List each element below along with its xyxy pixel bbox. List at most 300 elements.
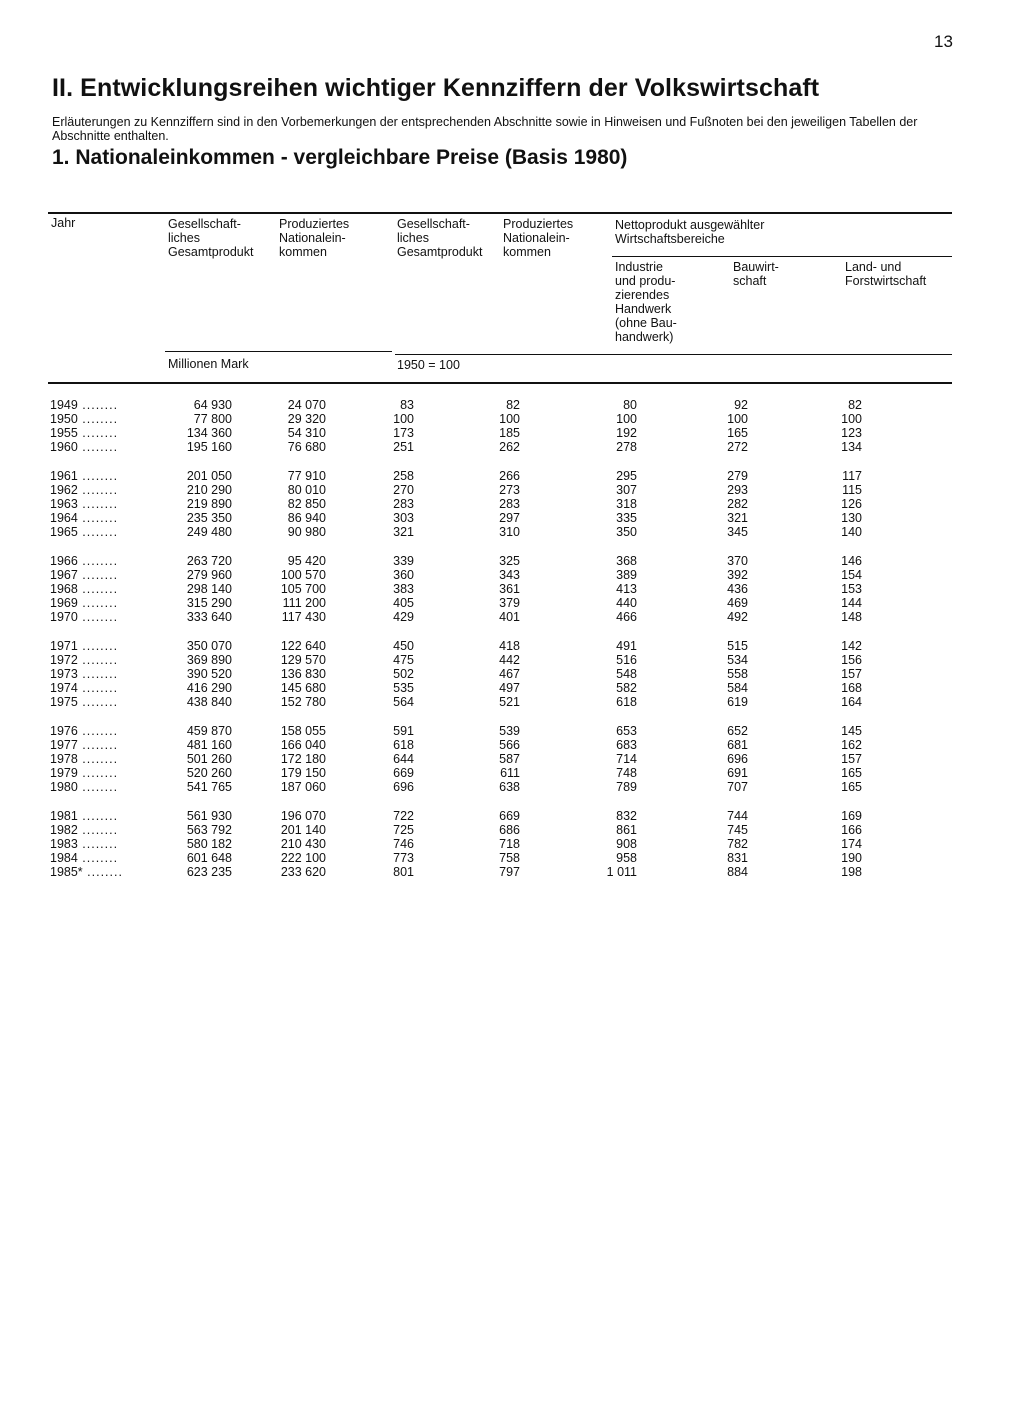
- cell-bauwirtschaft: 92: [734, 398, 748, 412]
- cell-nationaleinkommen-index: 797: [499, 865, 520, 879]
- year-value: 1971: [50, 639, 78, 653]
- cell-bauwirtschaft: 392: [727, 568, 748, 582]
- cell-nationaleinkommen-mark: 196 070: [280, 809, 326, 823]
- cell-bauwirtschaft: 492: [727, 610, 748, 624]
- leader-dots: ........: [77, 823, 119, 837]
- cell-landwirtschaft: 168: [841, 681, 862, 695]
- leader-dots: ........: [77, 469, 119, 483]
- cell-landwirtschaft: 117: [842, 469, 862, 483]
- cell-gesamtprodukt-mark: 369 890: [186, 653, 232, 667]
- cell-landwirtschaft: 142: [841, 639, 862, 653]
- cell-industrie: 440: [616, 596, 637, 610]
- cell-bauwirtschaft: 100: [727, 412, 748, 426]
- cell-gesamtprodukt-mark: 333 640: [186, 610, 232, 624]
- cell-bauwirtschaft: 469: [727, 596, 748, 610]
- leader-dots: ........: [77, 440, 119, 454]
- cell-gesamtprodukt-mark: 210 290: [186, 483, 232, 497]
- cell-gesamtprodukt-mark: 623 235: [186, 865, 232, 879]
- year-value: 1980: [50, 780, 78, 794]
- cell-gesamtprodukt-index: 669: [393, 766, 414, 780]
- cell-nationaleinkommen-mark: 54 310: [287, 426, 326, 440]
- leader-dots: ........: [77, 667, 119, 681]
- cell-nationaleinkommen-mark: 187 060: [280, 780, 326, 794]
- cell-industrie: 192: [616, 426, 637, 440]
- year-value: 1982: [50, 823, 78, 837]
- table-header-bottom-rule: [48, 382, 952, 384]
- year-value: 1973: [50, 667, 78, 681]
- cell-bauwirtschaft: 884: [727, 865, 748, 879]
- cell-nationaleinkommen-index: 401: [499, 610, 520, 624]
- header-nationaleinkommen-index: Produziertes Nationalein- kommen: [503, 217, 574, 259]
- cell-bauwirtschaft: 279: [727, 469, 748, 483]
- cell-gesamtprodukt-mark: 541 765: [186, 780, 232, 794]
- cell-industrie: 908: [616, 837, 637, 851]
- unit-rule-left: [165, 351, 392, 352]
- leader-dots: ........: [77, 752, 119, 766]
- cell-bauwirtschaft: 534: [727, 653, 748, 667]
- cell-landwirtschaft: 165: [841, 766, 862, 780]
- cell-nationaleinkommen-index: 273: [499, 483, 520, 497]
- cell-nationaleinkommen-mark: 76 680: [287, 440, 326, 454]
- cell-landwirtschaft: 140: [841, 525, 862, 539]
- year-label: [50, 752, 118, 766]
- cell-industrie: 618: [616, 695, 637, 709]
- cell-industrie: 100: [616, 412, 637, 426]
- cell-nationaleinkommen-mark: 82 850: [287, 497, 326, 511]
- leader-dots: ........: [77, 525, 119, 539]
- cell-gesamtprodukt-index: 173: [393, 426, 414, 440]
- year-label: [50, 766, 118, 780]
- cell-industrie: 714: [616, 752, 637, 766]
- cell-gesamtprodukt-index: 383: [393, 582, 414, 596]
- cell-gesamtprodukt-index: 283: [393, 497, 414, 511]
- cell-nationaleinkommen-index: 325: [499, 554, 520, 568]
- cell-nationaleinkommen-mark: 233 620: [280, 865, 326, 879]
- cell-gesamtprodukt-mark: 438 840: [186, 695, 232, 709]
- cell-gesamtprodukt-index: 696: [393, 780, 414, 794]
- cell-gesamtprodukt-mark: 563 792: [186, 823, 232, 837]
- year-value: 1960: [50, 440, 78, 454]
- cell-industrie: 1 011: [606, 865, 637, 879]
- year-label: [50, 398, 118, 412]
- year-label: [50, 440, 118, 454]
- cell-nationaleinkommen-index: 467: [499, 667, 520, 681]
- cell-gesamtprodukt-mark: 195 160: [186, 440, 232, 454]
- cell-nationaleinkommen-mark: 122 640: [280, 639, 326, 653]
- cell-landwirtschaft: 153: [841, 582, 862, 596]
- group-header-rule: [612, 256, 952, 257]
- cell-bauwirtschaft: 745: [727, 823, 748, 837]
- cell-landwirtschaft: 162: [841, 738, 862, 752]
- cell-gesamtprodukt-mark: 201 050: [186, 469, 232, 483]
- cell-bauwirtschaft: 696: [727, 752, 748, 766]
- cell-nationaleinkommen-index: 587: [499, 752, 520, 766]
- leader-dots: ........: [77, 582, 119, 596]
- leader-dots: ........: [77, 681, 119, 695]
- cell-bauwirtschaft: 652: [727, 724, 748, 738]
- table-title: 1. Nationaleinkommen - vergleichbare Preise (Basis 1980): [52, 146, 628, 169]
- leader-dots: ........: [82, 865, 123, 879]
- leader-dots: ........: [77, 483, 119, 497]
- year-label: [50, 681, 118, 695]
- cell-bauwirtschaft: 691: [727, 766, 748, 780]
- cell-nationaleinkommen-mark: 86 940: [287, 511, 326, 525]
- cell-nationaleinkommen-index: 262: [499, 440, 520, 454]
- cell-industrie: 80: [623, 398, 637, 412]
- year-value: 1962: [50, 483, 78, 497]
- year-value: 1965: [50, 525, 78, 539]
- cell-gesamtprodukt-index: 258: [393, 469, 414, 483]
- leader-dots: ........: [77, 766, 119, 780]
- cell-gesamtprodukt-mark: 134 360: [186, 426, 232, 440]
- cell-landwirtschaft: 144: [841, 596, 862, 610]
- cell-gesamtprodukt-mark: 580 182: [186, 837, 232, 851]
- cell-gesamtprodukt-index: 535: [393, 681, 414, 695]
- cell-gesamtprodukt-index: 339: [393, 554, 414, 568]
- cell-bauwirtschaft: 345: [727, 525, 748, 539]
- year-label: [50, 426, 118, 440]
- year-label: [50, 738, 118, 752]
- cell-industrie: 350: [616, 525, 637, 539]
- cell-bauwirtschaft: 619: [727, 695, 748, 709]
- leader-dots: ........: [77, 724, 119, 738]
- cell-nationaleinkommen-mark: 210 430: [280, 837, 326, 851]
- intro-paragraph: Erläuterungen zu Kennziffern sind in den Vorbemerkungen der entsprechenden Abschnitte sowie in Hinweisen und Fußnoten bei den jeweiligen Tabellen der Abschnitte enthalten.: [52, 115, 918, 143]
- year-label: [50, 483, 118, 497]
- year-value: 1974: [50, 681, 78, 695]
- cell-industrie: 389: [616, 568, 637, 582]
- year-label: [50, 610, 118, 624]
- cell-gesamtprodukt-index: 100: [393, 412, 414, 426]
- cell-industrie: 832: [616, 809, 637, 823]
- cell-landwirtschaft: 198: [841, 865, 862, 879]
- cell-gesamtprodukt-mark: 390 520: [186, 667, 232, 681]
- page-number: 13: [934, 32, 953, 51]
- cell-nationaleinkommen-index: 539: [499, 724, 520, 738]
- year-label: [50, 596, 118, 610]
- cell-nationaleinkommen-mark: 117 430: [281, 610, 326, 624]
- cell-industrie: 413: [616, 582, 637, 596]
- year-value: 1968: [50, 582, 78, 596]
- cell-landwirtschaft: 157: [841, 667, 862, 681]
- year-value: 1979: [50, 766, 78, 780]
- cell-nationaleinkommen-mark: 179 150: [280, 766, 326, 780]
- cell-nationaleinkommen-mark: 172 180: [280, 752, 326, 766]
- cell-gesamtprodukt-index: 746: [393, 837, 414, 851]
- cell-industrie: 789: [616, 780, 637, 794]
- year-value: 1977: [50, 738, 78, 752]
- year-label: [50, 809, 118, 823]
- cell-nationaleinkommen-mark: 222 100: [280, 851, 326, 865]
- cell-bauwirtschaft: 321: [727, 511, 748, 525]
- cell-nationaleinkommen-mark: 100 570: [280, 568, 326, 582]
- cell-landwirtschaft: 156: [841, 653, 862, 667]
- cell-industrie: 491: [616, 639, 637, 653]
- cell-industrie: 683: [616, 738, 637, 752]
- year-label: [50, 469, 118, 483]
- cell-gesamtprodukt-mark: 561 930: [186, 809, 232, 823]
- cell-gesamtprodukt-mark: 350 070: [186, 639, 232, 653]
- year-label: [50, 780, 118, 794]
- cell-nationaleinkommen-mark: 158 055: [280, 724, 326, 738]
- cell-nationaleinkommen-index: 343: [499, 568, 520, 582]
- cell-bauwirtschaft: 831: [727, 851, 748, 865]
- cell-landwirtschaft: 82: [848, 398, 862, 412]
- year-value: 1985*: [50, 865, 83, 879]
- cell-gesamtprodukt-mark: 520 260: [186, 766, 232, 780]
- cell-nationaleinkommen-mark: 201 140: [280, 823, 326, 837]
- year-value: 1963: [50, 497, 78, 511]
- unit-millionen-mark: Millionen Mark: [168, 357, 249, 371]
- cell-industrie: 307: [616, 483, 637, 497]
- year-label: [50, 724, 118, 738]
- year-value: 1969: [50, 596, 78, 610]
- cell-landwirtschaft: 164: [841, 695, 862, 709]
- year-value: 1984: [50, 851, 78, 865]
- page-title: II. Entwicklungsreihen wichtiger Kennziffern der Volkswirtschaft: [52, 74, 820, 102]
- year-value: 1966: [50, 554, 78, 568]
- cell-nationaleinkommen-index: 185: [499, 426, 520, 440]
- leader-dots: ........: [77, 780, 119, 794]
- header-landwirtschaft: Land- und Forstwirtschaft: [845, 260, 927, 288]
- year-value: 1967: [50, 568, 78, 582]
- leader-dots: ........: [77, 610, 119, 624]
- cell-gesamtprodukt-index: 251: [393, 440, 414, 454]
- year-value: 1955: [50, 426, 78, 440]
- cell-industrie: 548: [616, 667, 637, 681]
- cell-nationaleinkommen-mark: 80 010: [287, 483, 326, 497]
- cell-nationaleinkommen-index: 686: [499, 823, 520, 837]
- cell-nationaleinkommen-index: 611: [500, 766, 520, 780]
- cell-bauwirtschaft: 436: [727, 582, 748, 596]
- cell-industrie: 861: [616, 823, 637, 837]
- year-value: 1983: [50, 837, 78, 851]
- cell-gesamtprodukt-index: 429: [393, 610, 414, 624]
- leader-dots: ........: [77, 511, 119, 525]
- cell-gesamtprodukt-index: 591: [393, 724, 414, 738]
- cell-gesamtprodukt-mark: 416 290: [186, 681, 232, 695]
- cell-gesamtprodukt-mark: 459 870: [186, 724, 232, 738]
- cell-nationaleinkommen-mark: 29 320: [287, 412, 326, 426]
- year-label: [50, 568, 118, 582]
- cell-gesamtprodukt-mark: 77 800: [193, 412, 232, 426]
- cell-industrie: 516: [616, 653, 637, 667]
- year-label: [50, 865, 123, 879]
- cell-gesamtprodukt-index: 450: [393, 639, 414, 653]
- cell-landwirtschaft: 174: [841, 837, 862, 851]
- cell-gesamtprodukt-mark: 315 290: [186, 596, 232, 610]
- cell-gesamtprodukt-mark: 298 140: [186, 582, 232, 596]
- cell-nationaleinkommen-index: 758: [499, 851, 520, 865]
- leader-dots: ........: [77, 426, 119, 440]
- cell-nationaleinkommen-mark: 90 980: [287, 525, 326, 539]
- cell-gesamtprodukt-index: 773: [393, 851, 414, 865]
- cell-nationaleinkommen-mark: 105 700: [280, 582, 326, 596]
- leader-dots: ........: [77, 398, 119, 412]
- cell-bauwirtschaft: 370: [727, 554, 748, 568]
- cell-bauwirtschaft: 681: [727, 738, 748, 752]
- cell-industrie: 318: [616, 497, 637, 511]
- cell-nationaleinkommen-mark: 145 680: [280, 681, 326, 695]
- cell-landwirtschaft: 145: [841, 724, 862, 738]
- year-label: [50, 525, 118, 539]
- cell-bauwirtschaft: 282: [727, 497, 748, 511]
- header-gesamtprodukt-index: Gesellschaft- liches Gesamtprodukt: [397, 217, 483, 259]
- cell-nationaleinkommen-index: 297: [499, 511, 520, 525]
- table-top-rule: [48, 212, 952, 214]
- year-label: [50, 823, 118, 837]
- year-value: 1970: [50, 610, 78, 624]
- leader-dots: ........: [77, 809, 119, 823]
- cell-bauwirtschaft: 272: [727, 440, 748, 454]
- cell-bauwirtschaft: 782: [727, 837, 748, 851]
- cell-bauwirtschaft: 707: [727, 780, 748, 794]
- leader-dots: ........: [77, 568, 119, 582]
- unit-index-1950: 1950 = 100: [397, 358, 460, 372]
- cell-landwirtschaft: 130: [841, 511, 862, 525]
- cell-nationaleinkommen-mark: 77 910: [287, 469, 326, 483]
- unit-rule-right: [395, 354, 952, 355]
- year-label: [50, 851, 118, 865]
- year-label: [50, 497, 118, 511]
- cell-landwirtschaft: 157: [841, 752, 862, 766]
- cell-gesamtprodukt-index: 722: [393, 809, 414, 823]
- cell-gesamtprodukt-index: 475: [393, 653, 414, 667]
- header-bauwirtschaft: Bauwirt- schaft: [733, 260, 779, 288]
- cell-landwirtschaft: 134: [841, 440, 862, 454]
- year-label: [50, 695, 118, 709]
- cell-industrie: 335: [616, 511, 637, 525]
- cell-nationaleinkommen-index: 638: [499, 780, 520, 794]
- year-value: 1972: [50, 653, 78, 667]
- cell-landwirtschaft: 115: [842, 483, 862, 497]
- cell-gesamtprodukt-index: 303: [393, 511, 414, 525]
- cell-bauwirtschaft: 165: [727, 426, 748, 440]
- cell-nationaleinkommen-index: 266: [499, 469, 520, 483]
- header-industrie: Industrie und produ- zierendes Handwerk (ohne Bau- handwerk): [615, 260, 677, 344]
- cell-landwirtschaft: 190: [841, 851, 862, 865]
- cell-nationaleinkommen-mark: 166 040: [280, 738, 326, 752]
- cell-landwirtschaft: 123: [841, 426, 862, 440]
- leader-dots: ........: [77, 837, 119, 851]
- cell-nationaleinkommen-mark: 111 200: [282, 596, 326, 610]
- year-value: 1981: [50, 809, 78, 823]
- cell-industrie: 295: [616, 469, 637, 483]
- cell-gesamtprodukt-mark: 263 720: [186, 554, 232, 568]
- cell-landwirtschaft: 166: [841, 823, 862, 837]
- cell-gesamtprodukt-mark: 601 648: [186, 851, 232, 865]
- leader-dots: ........: [77, 554, 119, 568]
- cell-gesamtprodukt-mark: 501 260: [186, 752, 232, 766]
- cell-industrie: 466: [616, 610, 637, 624]
- cell-nationaleinkommen-index: 379: [499, 596, 520, 610]
- year-value: 1975: [50, 695, 78, 709]
- cell-nationaleinkommen-index: 418: [499, 639, 520, 653]
- year-value: 1976: [50, 724, 78, 738]
- cell-gesamtprodukt-index: 725: [393, 823, 414, 837]
- leader-dots: ........: [77, 653, 119, 667]
- cell-landwirtschaft: 148: [841, 610, 862, 624]
- cell-landwirtschaft: 169: [841, 809, 862, 823]
- cell-bauwirtschaft: 744: [727, 809, 748, 823]
- cell-nationaleinkommen-mark: 129 570: [280, 653, 326, 667]
- cell-gesamtprodukt-index: 405: [393, 596, 414, 610]
- cell-gesamtprodukt-index: 502: [393, 667, 414, 681]
- cell-bauwirtschaft: 515: [727, 639, 748, 653]
- cell-gesamtprodukt-mark: 64 930: [193, 398, 232, 412]
- cell-industrie: 368: [616, 554, 637, 568]
- year-label: [50, 412, 118, 426]
- cell-nationaleinkommen-index: 283: [499, 497, 520, 511]
- cell-gesamtprodukt-mark: 481 160: [186, 738, 232, 752]
- cell-nationaleinkommen-index: 442: [499, 653, 520, 667]
- cell-landwirtschaft: 165: [841, 780, 862, 794]
- cell-industrie: 958: [616, 851, 637, 865]
- cell-nationaleinkommen-index: 310: [499, 525, 520, 539]
- cell-bauwirtschaft: 293: [727, 483, 748, 497]
- cell-gesamtprodukt-mark: 235 350: [186, 511, 232, 525]
- year-label: [50, 667, 118, 681]
- header-gesamtprodukt-mark: Gesellschaft- liches Gesamtprodukt: [168, 217, 254, 259]
- cell-landwirtschaft: 154: [841, 568, 862, 582]
- leader-dots: ........: [77, 738, 119, 752]
- year-value: 1961: [50, 469, 78, 483]
- cell-gesamtprodukt-index: 618: [393, 738, 414, 752]
- leader-dots: ........: [77, 412, 119, 426]
- year-label: [50, 554, 118, 568]
- cell-gesamtprodukt-index: 564: [393, 695, 414, 709]
- cell-gesamtprodukt-mark: 279 960: [186, 568, 232, 582]
- cell-nationaleinkommen-mark: 24 070: [287, 398, 326, 412]
- cell-gesamtprodukt-index: 270: [393, 483, 414, 497]
- cell-bauwirtschaft: 584: [727, 681, 748, 695]
- leader-dots: ........: [77, 596, 119, 610]
- cell-gesamtprodukt-index: 83: [400, 398, 414, 412]
- leader-dots: ........: [77, 851, 119, 865]
- cell-nationaleinkommen-index: 361: [499, 582, 520, 596]
- leader-dots: ........: [77, 695, 119, 709]
- cell-nationaleinkommen-mark: 95 420: [287, 554, 326, 568]
- year-value: 1950: [50, 412, 78, 426]
- year-label: [50, 582, 118, 596]
- year-value: 1978: [50, 752, 78, 766]
- cell-nationaleinkommen-index: 718: [499, 837, 520, 851]
- cell-nationaleinkommen-index: 82: [506, 398, 520, 412]
- cell-gesamtprodukt-index: 801: [393, 865, 414, 879]
- header-jahr: Jahr: [51, 216, 76, 230]
- leader-dots: ........: [77, 639, 119, 653]
- header-nettoprodukt-group: Nettoprodukt ausgewählter Wirtschaftsbereiche: [615, 218, 765, 246]
- cell-bauwirtschaft: 558: [727, 667, 748, 681]
- cell-landwirtschaft: 126: [841, 497, 862, 511]
- cell-gesamtprodukt-index: 360: [393, 568, 414, 582]
- year-label: [50, 837, 118, 851]
- cell-landwirtschaft: 100: [841, 412, 862, 426]
- cell-gesamtprodukt-index: 644: [393, 752, 414, 766]
- cell-landwirtschaft: 146: [841, 554, 862, 568]
- cell-nationaleinkommen-mark: 136 830: [280, 667, 326, 681]
- cell-nationaleinkommen-mark: 152 780: [280, 695, 326, 709]
- cell-industrie: 278: [616, 440, 637, 454]
- cell-gesamtprodukt-mark: 219 890: [186, 497, 232, 511]
- cell-nationaleinkommen-index: 100: [499, 412, 520, 426]
- cell-industrie: 748: [616, 766, 637, 780]
- cell-nationaleinkommen-index: 497: [499, 681, 520, 695]
- cell-gesamtprodukt-index: 321: [393, 525, 414, 539]
- cell-industrie: 582: [616, 681, 637, 695]
- cell-nationaleinkommen-index: 566: [499, 738, 520, 752]
- year-label: [50, 653, 118, 667]
